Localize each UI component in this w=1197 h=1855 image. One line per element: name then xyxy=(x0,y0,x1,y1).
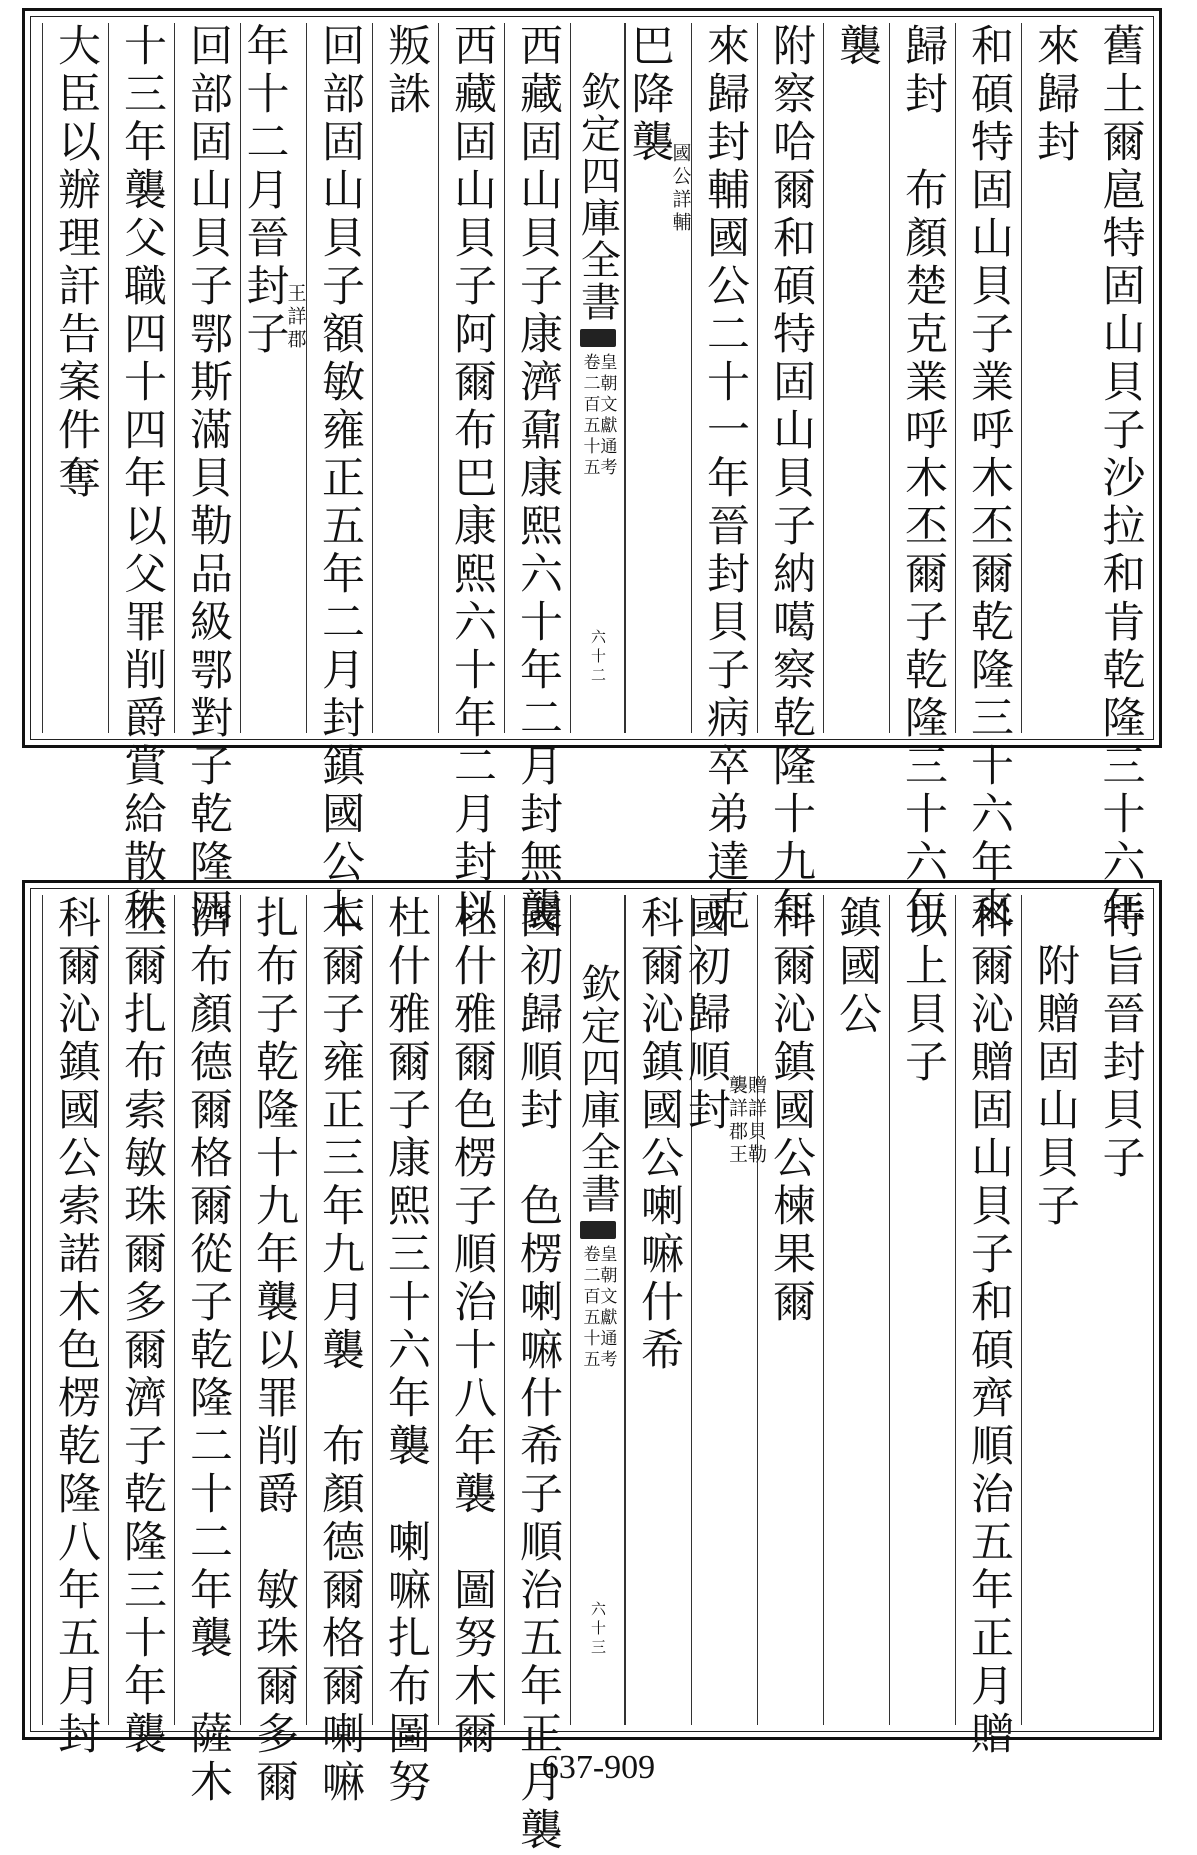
top-page-panel xyxy=(22,8,1162,935)
text-column xyxy=(889,23,955,935)
column-text: 以上貝子 xyxy=(898,895,948,1087)
column-text: 襲 xyxy=(832,23,882,71)
column-text: 巴降襲 xyxy=(624,23,675,167)
text-column xyxy=(823,895,889,1725)
column-note: 王詳郡 xyxy=(284,283,307,352)
text-column xyxy=(108,23,174,935)
column-text: 杜什雅爾子康熙三十六年襲 喇嘛扎布圖努 xyxy=(381,895,431,1807)
text-column xyxy=(504,23,570,935)
column-text: 國初歸順封 色楞喇嘛什希子順治五年正月襲 xyxy=(513,895,563,1855)
column-text: 叛誅 xyxy=(381,23,431,119)
text-column xyxy=(1021,895,1087,1725)
text-column xyxy=(372,23,438,733)
column-text: 科爾沁鎮國公索諾木色楞乾隆八年五月封 xyxy=(51,895,101,1759)
volume-note: 皇朝文獻通考 卷二百五十五 xyxy=(579,1244,617,1371)
text-column xyxy=(823,23,889,733)
column-text: 扎布子乾隆十九年襲以罪削爵 敏珠爾多爾 xyxy=(249,895,299,1807)
fish-tail-mark xyxy=(580,1221,616,1239)
text-column xyxy=(108,895,174,1759)
text-column xyxy=(681,895,767,1725)
column-text: 科爾沁鎮國公楝果爾 xyxy=(766,895,816,1327)
text-column xyxy=(240,23,306,733)
column-text: 回部固山貝子額敏雍正五年二月封鎮國公七 xyxy=(315,23,365,935)
column-text: 歸封 布顏楚克業呼木丕爾子乾隆三十六年 xyxy=(898,23,948,935)
column-text: 附察哈爾和碩特固山貝子納噶察乾隆十九年 xyxy=(766,23,816,935)
center-column xyxy=(570,23,625,733)
column-text: 國初歸順封 xyxy=(681,895,731,1135)
leaf-number: 六十三 xyxy=(589,1600,607,1658)
column-text: 鎮國公 xyxy=(832,895,882,1039)
text-column xyxy=(955,895,1021,1759)
text-column xyxy=(174,23,240,935)
column-text: 杜什雅爾色楞子順治十八年襲 圖努木爾 xyxy=(447,895,497,1759)
text-column xyxy=(372,895,438,1807)
text-column xyxy=(240,895,306,1807)
fish-tail-mark xyxy=(580,329,616,347)
text-column xyxy=(625,895,691,1725)
text-column xyxy=(625,23,691,733)
book-title: 欽定四庫全書 xyxy=(574,70,621,323)
column-text: 木爾子雍正三年九月襲 布顏德爾格爾喇嘛 xyxy=(315,895,365,1807)
text-column xyxy=(955,23,1021,935)
page-number: 637-909 xyxy=(541,1749,656,1786)
column-text: 丕爾扎布索敏珠爾多爾濟子乾隆三十年襲 xyxy=(117,895,167,1759)
text-column xyxy=(691,23,757,935)
column-note: 國公詳輔 xyxy=(669,143,692,235)
column-text: 來歸封輔國公二十一年晉封貝子病卒弟達克 xyxy=(700,23,750,935)
volume-note: 皇朝文獻通考 卷二百五十五 xyxy=(579,352,617,479)
column-text: 大臣以辦理訐告案件奪 xyxy=(51,23,101,503)
column-text: 附贈固山貝子 xyxy=(1030,895,1080,1231)
column-text: 特旨晉封貝子 xyxy=(1095,895,1146,1183)
text-column xyxy=(174,895,240,1807)
text-column xyxy=(1087,895,1153,1725)
column-text: 科爾沁贈固山貝子和碩齊順治五年正月贈 xyxy=(964,895,1014,1759)
book-title: 欽定四庫全書 xyxy=(574,962,621,1215)
text-column xyxy=(757,23,823,935)
center-column xyxy=(570,895,625,1725)
text-column xyxy=(438,895,504,1759)
text-column xyxy=(306,23,372,935)
text-column xyxy=(42,23,108,733)
leaf-number: 六十二 xyxy=(589,628,607,686)
column-text: 舊土爾扈特固山貝子沙拉和肯乾隆三十六年 xyxy=(1095,23,1146,935)
text-column xyxy=(306,895,372,1807)
column-note: 贈詳貝勒 襲詳郡王 xyxy=(726,1075,767,1167)
column-text: 年十二月晉封子 xyxy=(239,23,290,359)
column-text: 來歸封 xyxy=(1030,23,1080,167)
text-column xyxy=(757,895,823,1725)
text-column xyxy=(1021,23,1087,733)
column-text: 濟布顏德爾格爾從子乾隆二十二年襲 薩木 xyxy=(183,895,233,1807)
column-text: 科爾沁鎮國公喇嘛什希 xyxy=(634,895,684,1375)
text-column xyxy=(504,895,570,1855)
column-text: 和碩特固山貝子業呼木丕爾乾隆三十六年來 xyxy=(964,23,1014,935)
column-text: 十三年襲父職四十四年以父罪削爵賞給散秩 xyxy=(117,23,167,935)
text-column xyxy=(1087,23,1153,935)
text-column xyxy=(889,895,955,1725)
column-text: 西藏固山貝子阿爾布巴康熙六十年二月封以 xyxy=(447,23,497,935)
column-text: 西藏固山貝子康濟鼐康熙六十年二月封無襲 xyxy=(513,23,563,935)
text-column xyxy=(438,23,504,935)
text-column xyxy=(42,895,108,1759)
column-text: 回部固山貝子鄂斯滿貝勒品級鄂對子乾隆四 xyxy=(183,23,233,935)
